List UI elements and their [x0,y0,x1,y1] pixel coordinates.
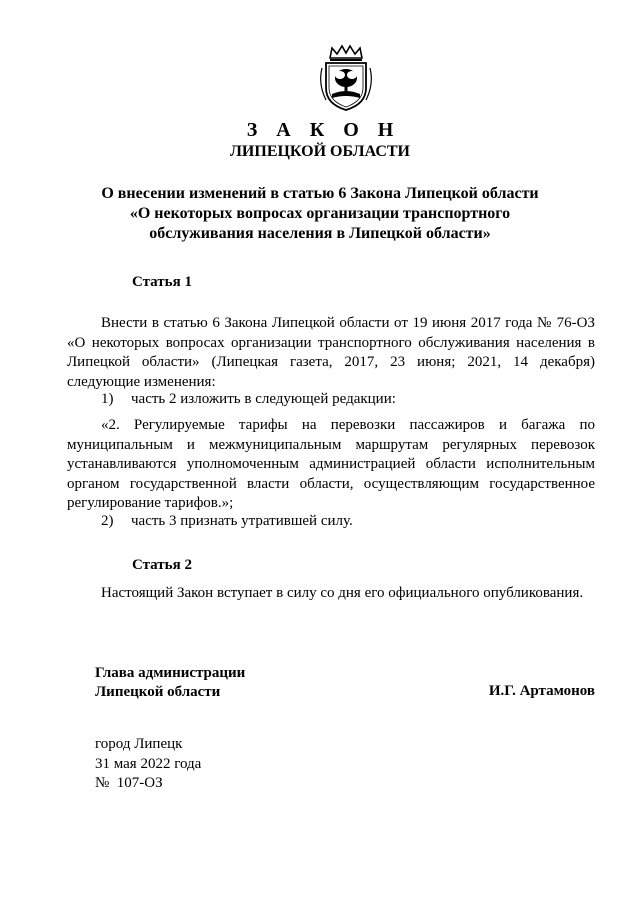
article-2-text: Настоящий Закон вступает в силу со дня его официального опубликования. [101,585,584,601]
law-title-line-1: О внесении изменений в статью 6 Закона Липецкой области [101,185,539,202]
signer-position-line-2: Липецкой области [95,684,221,700]
item-2-text: часть 3 признать утратившей силу. [131,513,353,529]
article-1-quote [67,416,595,514]
document-footer [95,735,201,794]
article-1-item-2 [101,513,353,530]
signer-position-line-1: Глава администрации [95,665,246,681]
footer-number: № 107-ОЗ [95,775,163,791]
article-1-heading: Статья 1 [132,274,192,290]
footer-city: город Липецк [95,736,183,752]
footer-date: 31 мая 2022 года [95,755,202,772]
law-title-line-2: «О некоторых вопросах организации транспортного [129,205,511,222]
item-2-number: 2) [101,513,114,529]
lipetsk-coat-of-arms-icon [316,44,376,114]
signer-name: И.Г. Артамонов [488,683,595,699]
law-title-line-3: обслуживания населения в Липецкой области» [149,225,491,242]
law-heading: З А К О Н [246,119,401,141]
article-2-heading: Статья 2 [132,557,192,573]
law-title [0,184,640,244]
quote-text: «2. Регулируемые тарифы на перевозки пассажиров и багажа по муниципальным и межмуниципальным маршрутам регулярных перевозок устанавливаются уполномоченным администрацией области исполнительным органом государственной власти области, осуществляющим государственное регулирование тарифов.»; [67,417,595,511]
article-1-intro [67,314,595,392]
article-1-intro-text: Внести в статью 6 Закона Липецкой области от 19 июня 2017 года № 76-ОЗ «О некоторых вопросах организации транспортного обслуживания населения в Липецкой области» (Липецкая газета, 2017, 23 июня; 2021, 14 декабря) следующие изменения: [67,315,595,390]
article-1-item-1 [101,391,396,408]
region-heading: ЛИПЕЦКОЙ ОБЛАСТИ [230,143,410,160]
item-1-number: 1) [101,391,114,407]
item-1-text: часть 2 изложить в следующей редакции: [131,391,396,407]
